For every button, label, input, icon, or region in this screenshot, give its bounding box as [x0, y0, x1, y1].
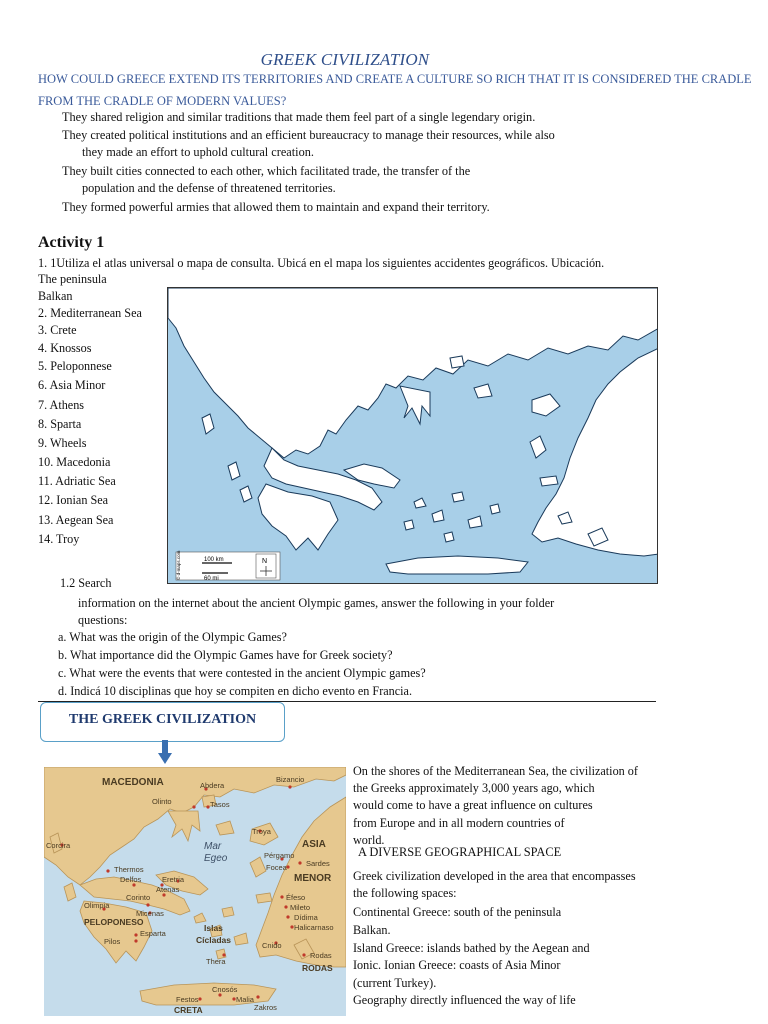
map-label-rodas-city: Rodas [310, 951, 332, 960]
map-label-olinto: Olinto [152, 797, 172, 806]
map-label-halicarnaso: Halicarnaso [294, 923, 334, 932]
map-label-abdera: Abdera [200, 781, 225, 790]
bullet-religion: They shared religion and similar traditions that made them feel part of a single legendary origin. [62, 110, 536, 124]
down-arrow-icon [158, 740, 172, 764]
map-label-didima: Dídima [294, 913, 318, 922]
list-item: 2. Mediterranean Sea [38, 306, 142, 320]
map-label-focea: Focea [266, 863, 287, 872]
section-callout-title: THE GREEK CIVILIZATION [68, 712, 257, 727]
bullet-cities: They built cities connected to each other, which facilitated trade, the transfer of the [62, 164, 471, 178]
map-label-pilos: Pilos [104, 937, 121, 946]
list-item: 13. Aegean Sea [38, 513, 114, 527]
paragraph-line: On the shores of the Mediterranean Sea, the civilization of [353, 764, 638, 778]
map-label-asia: ASIA [302, 839, 326, 850]
map-label-cnido: Cnido [262, 941, 282, 950]
search-instructions-line-2: questions: [78, 613, 128, 627]
list-item: 4. Knossos [38, 341, 92, 355]
map-label-egeo: Egeo [204, 853, 228, 864]
search-label: 1.2 Search [60, 576, 112, 590]
list-item: 5. Peloponnese [38, 359, 112, 373]
map-label-thera: Thera [206, 957, 226, 966]
paragraph-line: (current Turkey). [353, 976, 437, 990]
north-arrow-icon: N [262, 558, 268, 565]
bullet-cities-cont: population and the defense of threatened territories. [82, 181, 336, 195]
map-label-bizancio: Bizancio [276, 775, 305, 784]
map-label-cicladas: Cícladas [196, 935, 231, 945]
map-label-islas: Islas [204, 923, 223, 933]
paragraph-line: from Europe and in all modern countries of [353, 816, 565, 830]
paragraph-line: world. [353, 833, 385, 847]
bullet-armies: They formed powerful armies that allowed them to maintain and expand their territory. [62, 200, 490, 214]
map-label-troya: Troya [252, 827, 271, 836]
paragraph-line: Continental Greece: south of the peninsula [353, 905, 562, 919]
paragraph-line: Ionic. Ionian Greece: coasts of Asia Minor [353, 958, 561, 972]
scale-mi-label: 60 mi [204, 576, 219, 582]
list-item: 11. Adriatic Sea [38, 474, 116, 488]
paragraph-line: the Greeks approximately 3,000 years ago, which [353, 781, 595, 795]
list-item: 7. Athens [38, 398, 85, 412]
activity-intro: 1. 1Utiliza el atlas universal o mapa de consulta. Ubicá en el mapa los siguientes accidentes geográficos. Ubicación. [38, 256, 605, 270]
scale-km-label: 100 km [204, 557, 224, 563]
question-d: d. Indicá 10 disciplinas que hoy se compiten en dicho evento en Francia. [58, 684, 413, 698]
paragraph-line: would come to have a great influence on cultures [353, 798, 593, 812]
guiding-question-line-2: FROM THE CRADLE OF MODERN VALUES? [38, 94, 287, 108]
map-label-corinto: Corinto [126, 893, 151, 902]
paragraph-line: Island Greece: islands bathed by the Aegean and [353, 941, 590, 955]
list-item: 3. Crete [38, 323, 77, 337]
map-credit: © d-maps.com [176, 550, 181, 580]
map-label-olimpia: Olimpia [84, 901, 110, 910]
ancient-greece-map [44, 767, 346, 1016]
question-b: b. What importance did the Olympic Games have for Greek society? [58, 648, 393, 662]
guiding-question-line-1: HOW COULD GREECE EXTEND ITS TERRITORIES AND CREATE A CULTURE SO RICH THAT IT IS CONSIDERED THE CRADLE [38, 72, 752, 86]
map-label-creta: CRETA [174, 1005, 203, 1015]
map-label-efeso: Éfeso [286, 893, 306, 902]
outline-map-greece [167, 287, 658, 584]
map-label-rodas: RODAS [302, 963, 333, 973]
list-item: 14. Troy [38, 532, 80, 546]
list-item: Balkan [38, 289, 73, 303]
map-label-menor: MENOR [294, 873, 332, 884]
question-c: c. What were the events that were contested in the ancient Olympic games? [58, 666, 426, 680]
list-item: 9. Wheels [38, 436, 87, 450]
paragraph-line: Greek civilization developed in the area that encompasses [353, 869, 636, 883]
map-label-sardes: Sardes [306, 859, 330, 868]
bullet-institutions-cont: they made an effort to uphold cultural creation. [82, 145, 314, 159]
ancient-greece-map-svg [44, 767, 346, 1016]
bullet-institutions: They created political institutions and an efficient bureaucracy to manage their resources, while also [62, 128, 555, 142]
map-label-tasos: Tasos [210, 800, 230, 809]
paragraph-line: Geography directly influenced the way of life [353, 993, 576, 1007]
map-label-atenas: Atenas [156, 885, 180, 894]
outline-map-svg [168, 288, 658, 584]
paragraph-line: Balkan. [353, 923, 391, 937]
search-instructions-line-1: information on the internet about the ancient Olympic games, answer the following in your folder [78, 596, 555, 610]
map-label-eretria: Eretria [162, 875, 185, 884]
list-item: 8. Sparta [38, 417, 82, 431]
map-label-zakros: Zakros [254, 1003, 277, 1012]
map-label-mileto: Mileto [290, 903, 311, 912]
page-title: GREEK CIVILIZATION [260, 50, 430, 69]
list-item: 10. Macedonia [38, 455, 111, 469]
list-item: The peninsula [38, 272, 107, 286]
activity-title: Activity 1 [38, 234, 105, 251]
map-label-delfos: Delfos [120, 875, 142, 884]
map-label-pergamo: Pérgamo [264, 851, 295, 860]
map-label-festos: Festos [176, 995, 199, 1004]
list-item: 6. Asia Minor [38, 378, 106, 392]
map-label-malia: Malia [236, 995, 254, 1004]
map-label-cnosos: Cnosós [212, 985, 238, 994]
paragraph-line: the following spaces: [353, 886, 457, 900]
map-label-mar: Mar [204, 841, 222, 852]
question-a: a. What was the origin of the Olympic Games? [58, 630, 287, 644]
map-label-micenas: Micenas [136, 909, 164, 918]
map-label-peloponeso: PELOPONESO [84, 917, 144, 927]
map-label-corcira: Corcira [46, 841, 71, 850]
section-subheading: A DIVERSE GEOGRAPHICAL SPACE [358, 845, 562, 859]
map-label-thermos: Thermos [114, 865, 144, 874]
map-label-esparta: Esparta [140, 929, 166, 938]
map-label-macedonia: MACEDONIA [102, 777, 164, 788]
list-item: 12. Ionian Sea [38, 493, 109, 507]
